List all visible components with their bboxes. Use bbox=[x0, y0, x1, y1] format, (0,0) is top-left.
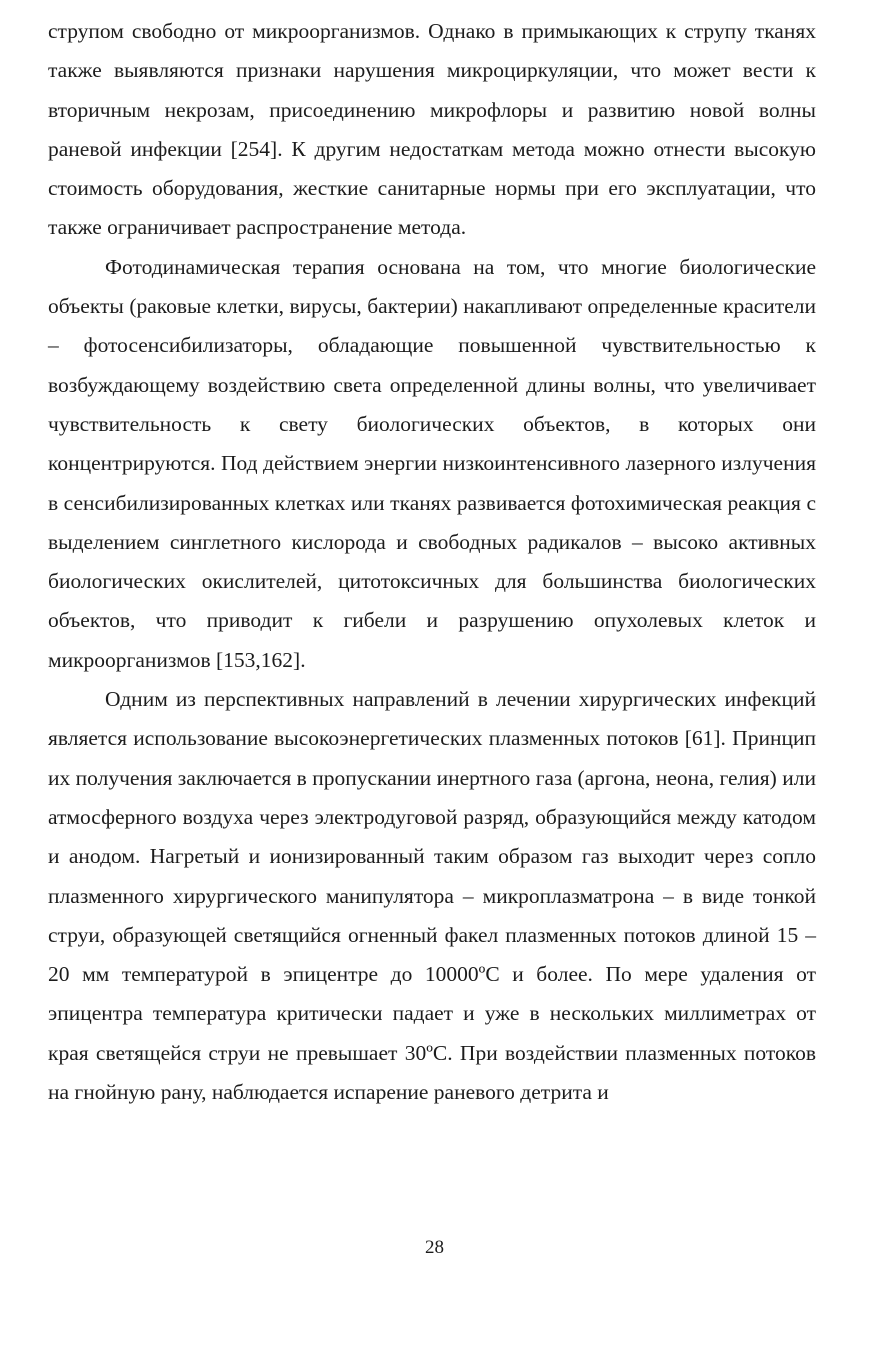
body-text bbox=[48, 12, 816, 1112]
page-number: 28 bbox=[425, 1237, 444, 1258]
paragraph-plasma-flows: Одним из перспективных направлений в лечении хирургических инфекций является использование высокоэнергетических плазменных потоков [61]. Принцип их получения заключается в пропускании инертного газа (аргона, неона, гелия) или атмосферного воздуха через электродуговой разряд, образующийся между катодом и анодом. Нагретый и ионизированный таким образом газ выходит через сопло плазменного хирургического манипулятора – микроплазматрона – в виде тонкой струи, образующей светящийся огненный факел плазменных потоков длиной 15 – 20 мм температурой в эпицентре до 10000ºС и более. По мере удаления от эпицентра температура критически падает и уже в нескольких миллиметрах от края светящейся струи не превышает 30ºС. При воздействии плазменных потоков на гнойную рану, наблюдается испарение раневого детрита и bbox=[48, 687, 816, 1105]
paragraph-continuation: струпом свободно от микроорганизмов. Однако в примыкающих к струпу тканях также выявляются признаки нарушения микроциркуляции, что может вести к вторичным некрозам, присоединению микрофлоры и развитию новой волны раневой инфекции [254]. К другим недостаткам метода можно отнести высокую стоимость оборудования, жесткие санитарные нормы при его эксплуатации, что также ограничивает распространение метода. bbox=[48, 19, 816, 240]
paragraph-photodynamic-therapy: Фотодинамическая терапия основана на том, что многие биологические объекты (раковые клетки, вирусы, бактерии) накапливают определенные красители – фотосенсибилизаторы, обладающие повышенной чувствительностью к возбуждающему воздействию света определенной длины волны, что увеличивает чувствительность к свету биологических объектов, в которых они концентрируются. Под действием энергии низкоинтенсивного лазерного излучения в сенсибилизированных клетках или тканях развивается фотохимическая реакция с выделением синглетного кислорода и свободных радикалов – высоко активных биологических окислителей, цитотоксичных для большинства биологических объектов, что приводит к гибели и разрушению опухолевых клеток и микроорганизмов [153,162]. bbox=[48, 254, 816, 672]
